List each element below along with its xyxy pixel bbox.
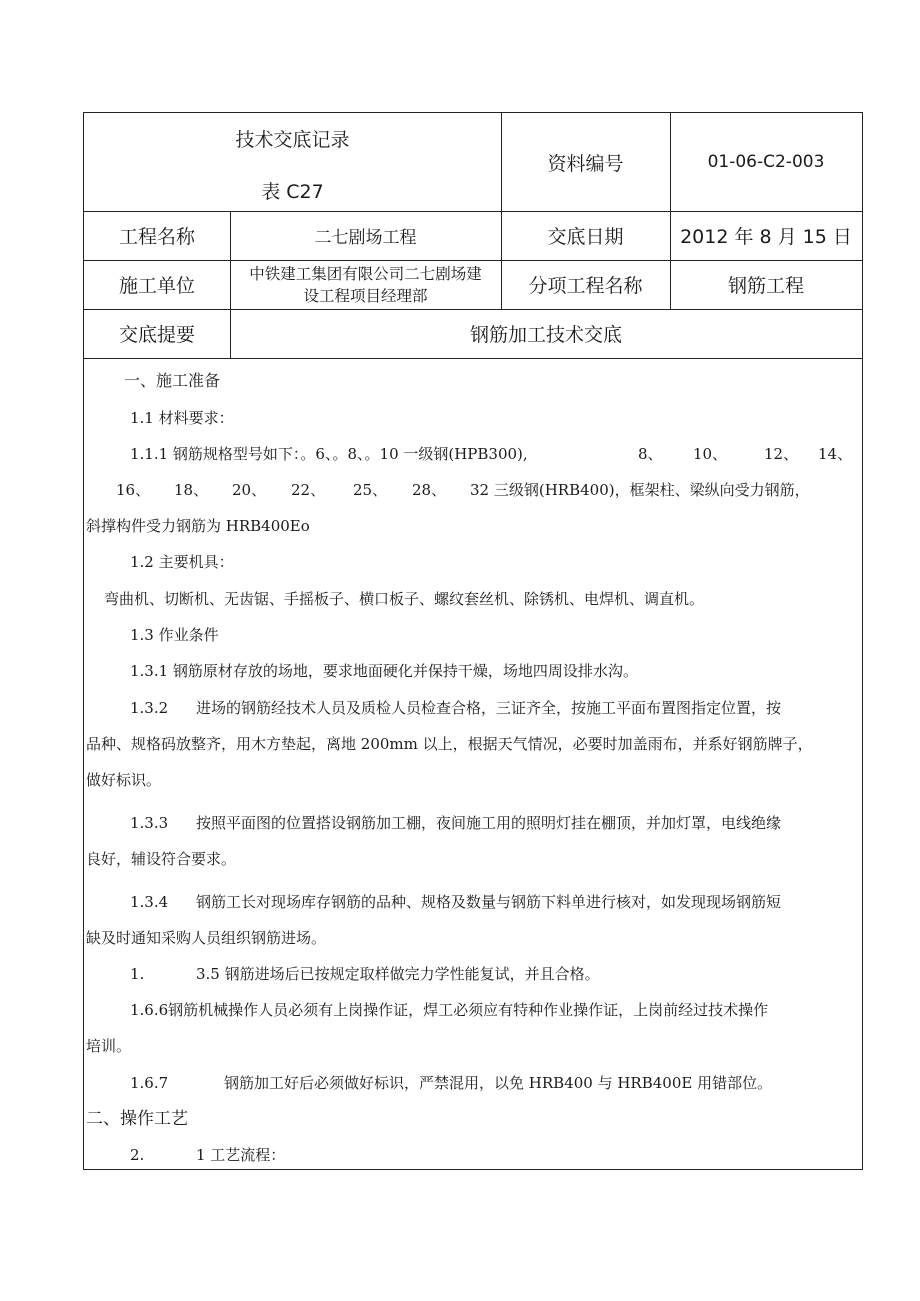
para-1-3-2-line2: 品种、规格码放整齐，用木方垫起，离地 200mm 以上，根据天气情况，必要时加盖雨布，并系好钢筋牌子， (86, 735, 813, 753)
para-1-1: 1.1 材料要求： (130, 409, 234, 427)
doc-no-label: 资料编号 (547, 152, 624, 175)
para-1-3-5-text: 3.5 钢筋进场后已按规定取样做完力学性能复试，并且合格。 (196, 965, 600, 983)
rebar-size: 12、 (764, 445, 799, 463)
unit-label: 施工单位 (118, 275, 195, 297)
para-1-3-2-line1 (130, 693, 860, 723)
para-number: 1.3.3 (130, 814, 169, 832)
para-1-1-1-line3: 斜撑构件受力钢筋为 HRB400Eo (86, 517, 310, 535)
para-1-1-1-text: 1.1.1 钢筋规格型号如下：。6、。8、。10 一级钢(HPB300), (130, 445, 528, 463)
para-1-2: 1.2 主要机具： (130, 553, 234, 571)
para-2-1 (130, 1140, 860, 1170)
section-2-title: 二、操作工艺 (86, 1109, 188, 1129)
rebar-size: 25、 (353, 481, 388, 499)
para-1-1-1-grade: 32 三级钢(HRB400)，框架柱、梁纵向受力钢筋， (470, 481, 810, 499)
para-1-3-3-text: 按照平面图的位置搭设钢筋加工棚，夜间施工用的照明灯挂在棚顶，并加灯罩，电线绝缘 (196, 814, 782, 832)
para-1-6-7 (130, 1068, 860, 1098)
date-label: 交底日期 (547, 226, 624, 248)
rebar-size: 14、 (818, 445, 853, 463)
unit-value-line1: 中铁建工集团有限公司二七剧场建 (249, 264, 482, 283)
para-1-2-list: 弯曲机、切断机、无齿锯、手摇板子、横口板子、螺纹套丝机、除锈机、电焊机、调直机。 (104, 590, 705, 608)
form-number: 表 C27 (261, 181, 324, 203)
para-1-1-1-line2 (116, 475, 862, 505)
summary-value: 钢筋加工技术交底 (469, 324, 622, 346)
form-title: 技术交底记录 (235, 129, 350, 151)
para-number: 1.6.7 (130, 1074, 169, 1092)
summary-label: 交底提要 (118, 324, 195, 346)
rebar-size: 8、 (638, 445, 663, 463)
para-1-6-6-line1: 1.6.6钢筋机械操作人员必须有上岗操作证，焊工必须应有特种作业操作证，上岗前经过技术操作 (130, 1001, 769, 1019)
doc-no-value: 01-06-C2-003 (707, 152, 825, 172)
para-number: 2. (130, 1146, 145, 1164)
para-1-3-1: 1.3.1 钢筋原材存放的场地，要求地面硬化并保持干燥，场地四周设排水沟。 (130, 662, 638, 680)
para-1-3: 1.3 作业条件 (130, 626, 219, 644)
para-2-1-text: 1 工艺流程： (196, 1146, 286, 1164)
para-1-1-1-line1 (130, 439, 858, 469)
para-number: 1. (130, 965, 145, 983)
row-divider (84, 358, 862, 359)
rebar-size: 18、 (174, 481, 209, 499)
project-label: 工程名称 (118, 226, 195, 248)
para-1-3-3-line2: 良好，辅设符合要求。 (86, 850, 237, 868)
unit-value (230, 260, 501, 309)
rebar-size: 10、 (693, 445, 728, 463)
para-1-3-2-text: 进场的钢筋经技术人员及质检人员检查合格，三证齐全，按施工平面布置图指定位置，按 (196, 699, 782, 717)
para-number: 1.3.2 (130, 699, 169, 717)
section-1-title: 一、施工准备 (124, 371, 221, 390)
project-value: 二七剧场工程 (314, 228, 417, 248)
rebar-size: 20、 (232, 481, 267, 499)
para-1-3-4-text: 钢筋工长对现场库存钢筋的品种、规格及数量与钢筋下料单进行核对，如发现现场钢筋短 (196, 893, 782, 911)
tech-disclosure-form (83, 112, 863, 1170)
unit-value-line2: 设工程项目经理部 (303, 286, 428, 305)
subitem-label: 分项工程名称 (528, 275, 643, 297)
para-1-6-7-text: 钢筋加工好后必须做好标识，严禁混用，以免 HRB400 与 HRB400E 用错部位。 (224, 1074, 773, 1092)
para-1-3-4-line2: 缺及时通知采购人员组织钢筋进场。 (86, 929, 327, 947)
rebar-size: 16、 (116, 481, 151, 499)
rebar-size: 28、 (412, 481, 447, 499)
para-1-6-6-line2: 培训。 (86, 1037, 132, 1055)
para-1-3-4-line1 (130, 887, 860, 917)
para-1-3-5 (130, 959, 860, 989)
para-1-3-2-line3: 做好标识。 (86, 771, 162, 789)
rebar-size: 22、 (291, 481, 326, 499)
para-number: 1.3.4 (130, 893, 169, 911)
para-1-3-3-line1 (130, 808, 860, 838)
subitem-value: 钢筋工程 (727, 275, 804, 297)
form-title-cell (84, 113, 501, 211)
date-value: 2012 年 8 月 15 日 (680, 226, 852, 248)
